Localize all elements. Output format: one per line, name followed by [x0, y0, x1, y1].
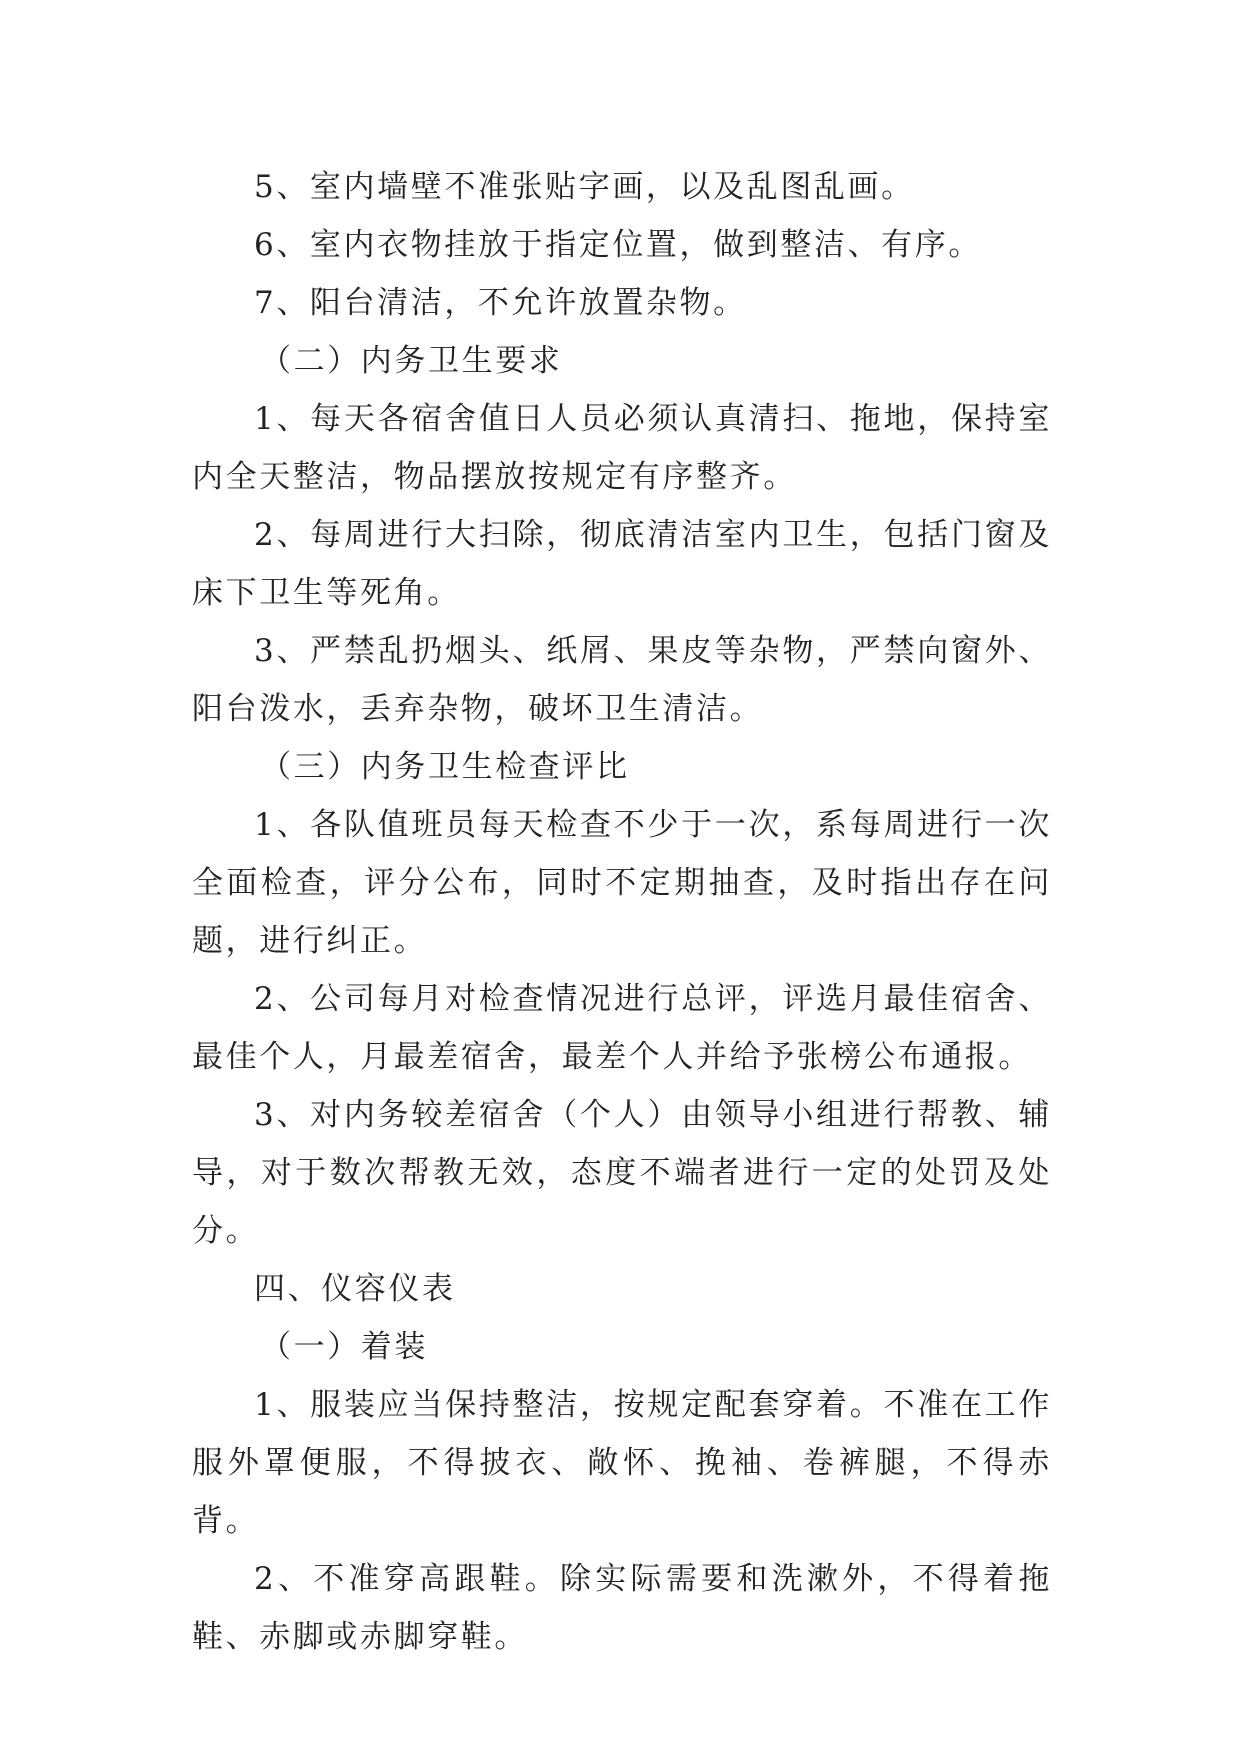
rule-item-7: 7、阳台清洁，不允许放置杂物。: [254, 285, 747, 321]
section-heading-hygiene-requirements: （二）内务卫生要求: [260, 343, 563, 379]
section-heading-dress: （一）着装: [260, 1329, 428, 1365]
document-body: [192, 158, 1052, 1666]
inspection-item-3: 3、对内务较差宿舍（个人）由领导小组进行帮教、辅导，对于数次帮教无效，态度不端者进行一定的处罚及处分。: [192, 1097, 1052, 1249]
section-heading-appearance: 四、仪容仪表: [254, 1271, 456, 1307]
section-heading-inspection: （三）内务卫生检查评比: [260, 749, 630, 785]
hygiene-item-1: 1、每天各宿舍值日人员必须认真清扫、拖地，保持室内全天整洁，物品摆放按规定有序整齐。: [192, 401, 1052, 495]
inspection-item-2: 2、公司每月对检查情况进行总评，评选月最佳宿舍、最佳个人，月最差宿舍，最差个人并给予张榜公布通报。: [192, 981, 1052, 1075]
rule-item-5: 5、室内墙壁不准张贴字画，以及乱图乱画。: [254, 169, 915, 205]
hygiene-item-3: 3、严禁乱扔烟头、纸屑、果皮等杂物，严禁向窗外、阳台泼水，丢弃杂物，破坏卫生清洁。: [192, 633, 1052, 727]
rule-item-6: 6、室内衣物挂放于指定位置，做到整洁、有序。: [254, 227, 982, 263]
inspection-item-1: 1、各队值班员每天检查不少于一次，系每周进行一次全面检查，评分公布，同时不定期抽查，及时指出存在问题，进行纠正。: [192, 807, 1052, 959]
dress-item-2: 2、不准穿高跟鞋。除实际需要和洗漱外，不得着拖鞋、赤脚或赤脚穿鞋。: [192, 1561, 1052, 1655]
dress-item-1: 1、服装应当保持整洁，按规定配套穿着。不准在工作服外罩便服，不得披衣、敞怀、挽袖、卷裤腿，不得赤背。: [192, 1387, 1052, 1539]
hygiene-item-2: 2、每周进行大扫除，彻底清洁室内卫生，包括门窗及床下卫生等死角。: [192, 517, 1052, 611]
